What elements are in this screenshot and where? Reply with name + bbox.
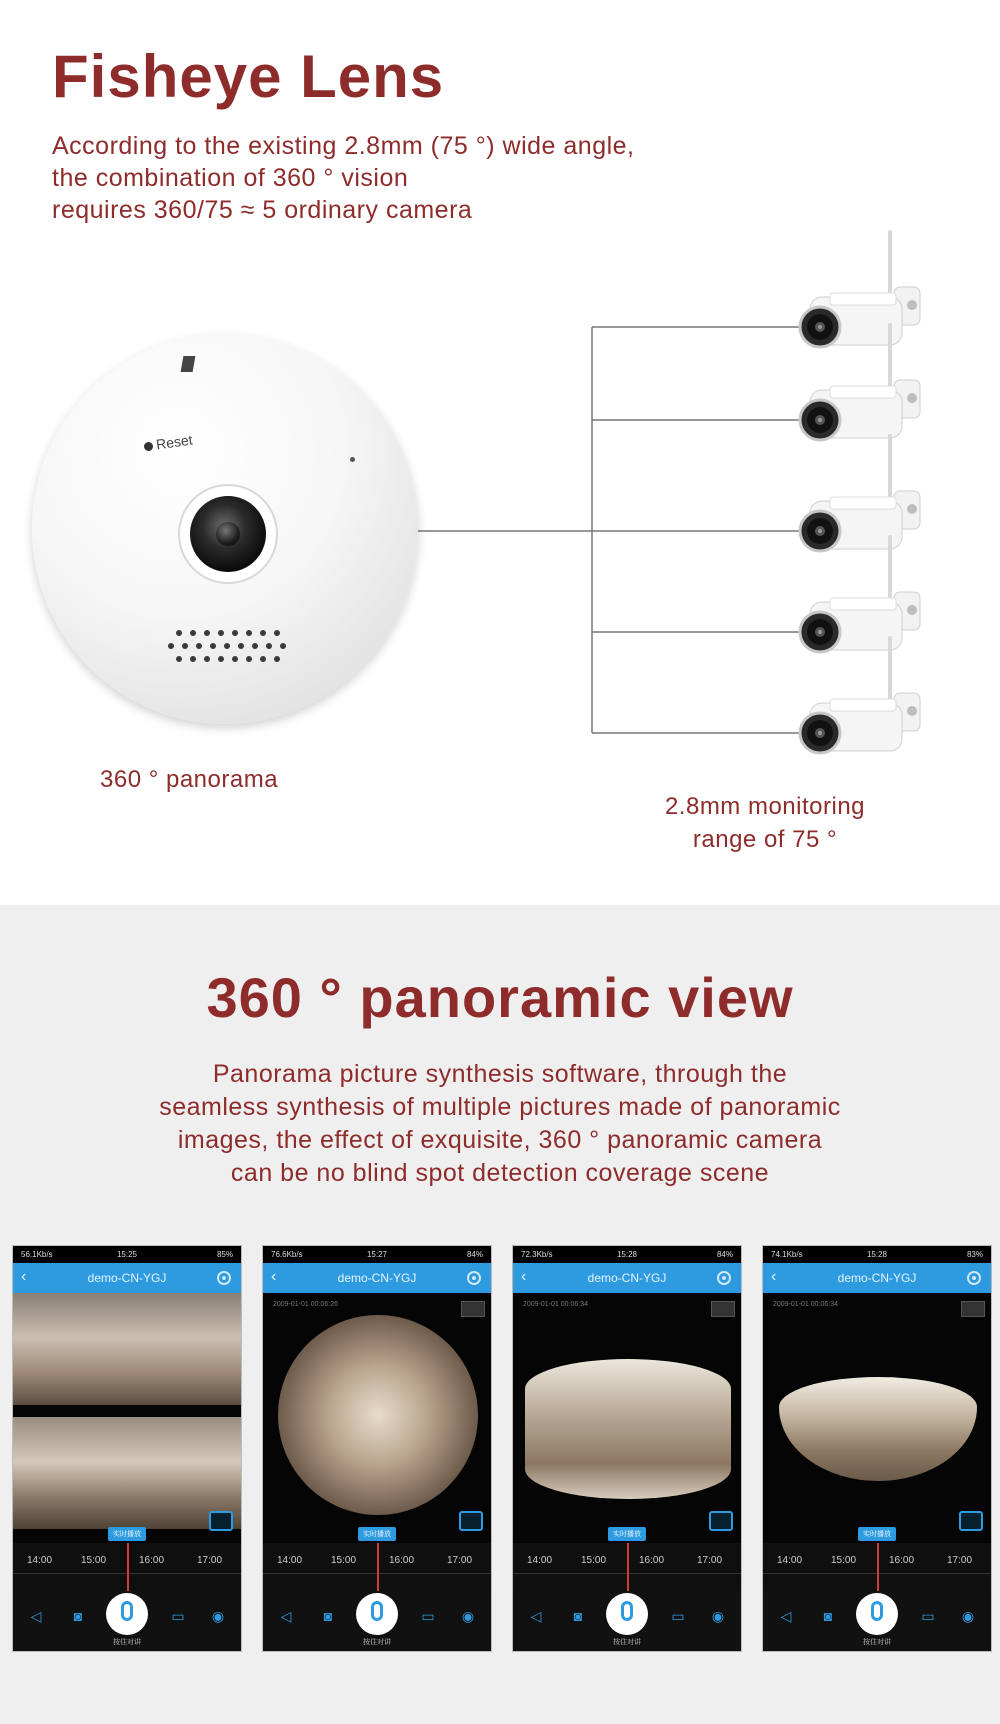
app-screenshot — [12, 1245, 242, 1652]
microphone-icon — [121, 1601, 133, 1621]
panoramic-view-section — [0, 905, 1000, 1724]
playback-timeline[interactable] — [513, 1543, 741, 1591]
panoramic-view-description — [60, 1058, 940, 1190]
description-line: the combination of 360 ° vision — [52, 164, 409, 192]
gear-icon[interactable] — [465, 1269, 483, 1287]
timeline-label: 17:00 — [447, 1555, 473, 1566]
timeline-cursor[interactable] — [627, 1543, 629, 1591]
switch-view-icon[interactable] — [959, 1511, 983, 1531]
hd-toggle-button[interactable] — [961, 1301, 985, 1317]
app-header — [13, 1263, 241, 1293]
app-screenshot — [512, 1245, 742, 1652]
bowl-view — [779, 1377, 977, 1481]
status-bar — [513, 1246, 741, 1263]
network-speed: 74.1Kb/s — [771, 1250, 803, 1259]
timeline-label: 15:00 — [831, 1555, 857, 1566]
description-line: According to the existing 2.8mm (75 °) wide angle, — [52, 132, 635, 160]
clock: 15:27 — [366, 1250, 388, 1259]
hold-to-talk-label: 按住对讲 — [113, 1639, 141, 1646]
timeline-cursor[interactable] — [127, 1543, 129, 1591]
back-arrow-icon[interactable]: ‹ — [521, 1268, 527, 1285]
live-playback-badge: 实时播放 — [108, 1527, 146, 1541]
device-title: demo-CN-YGJ — [587, 1271, 667, 1285]
app-screenshot — [762, 1245, 992, 1652]
video-icon[interactable]: ▭ — [171, 1608, 185, 1624]
timeline-label: 17:00 — [947, 1555, 973, 1566]
clock: 15:28 — [616, 1250, 638, 1259]
device-title: demo-CN-YGJ — [837, 1271, 917, 1285]
speaker-icon[interactable]: ◁ — [280, 1608, 292, 1624]
record-icon[interactable]: ◉ — [461, 1608, 475, 1624]
description-line: requires 360/75 ≈ 5 ordinary camera — [52, 196, 473, 224]
description-line: Panorama picture synthesis software, through the — [212, 1060, 788, 1088]
timeline-cursor[interactable] — [377, 1543, 379, 1591]
timeline-label: 16:00 — [639, 1555, 665, 1566]
microphone-button[interactable] — [606, 1593, 648, 1635]
description-line: images, the effect of exquisite, 360 ° panoramic camera — [177, 1126, 823, 1154]
reset-label: Reset — [155, 431, 194, 453]
app-screenshot — [262, 1245, 492, 1652]
speaker-icon[interactable]: ◁ — [30, 1608, 42, 1624]
lens-center — [216, 522, 240, 546]
camera-view[interactable] — [13, 1293, 241, 1543]
status-bar — [13, 1246, 241, 1263]
live-playback-badge: 实时播放 — [358, 1527, 396, 1541]
record-icon[interactable]: ◉ — [211, 1608, 225, 1624]
playback-timeline[interactable] — [13, 1543, 241, 1591]
microphone-button[interactable] — [856, 1593, 898, 1635]
gear-icon[interactable] — [715, 1269, 733, 1287]
microphone-button[interactable] — [356, 1593, 398, 1635]
control-bar — [263, 1591, 491, 1652]
device-title: demo-CN-YGJ — [87, 1271, 167, 1285]
gear-icon[interactable] — [215, 1269, 233, 1287]
camera-icon[interactable]: ◙ — [573, 1608, 583, 1624]
battery-level: 84% — [716, 1250, 733, 1259]
hold-to-talk-label: 按住对讲 — [363, 1639, 391, 1646]
camera-icon[interactable]: ◙ — [73, 1608, 83, 1624]
monitoring-range-caption — [600, 790, 930, 856]
panoramic-view-title: 360 ° panoramic view — [206, 966, 794, 1029]
status-bar — [263, 1246, 491, 1263]
description-line: seamless synthesis of multiple pictures made of panoramic — [159, 1093, 841, 1121]
timeline-label: 14:00 — [277, 1555, 303, 1566]
timeline-label: 14:00 — [777, 1555, 803, 1566]
video-icon[interactable]: ▭ — [921, 1608, 935, 1624]
timeline-label: 15:00 — [81, 1555, 107, 1566]
panorama-strip-top — [13, 1293, 241, 1405]
microphone-icon — [871, 1601, 883, 1621]
timestamp-overlay: 2009-01-01 00:06:26 — [273, 1301, 338, 1308]
timeline-label: 17:00 — [197, 1555, 223, 1566]
device-title: demo-CN-YGJ — [337, 1271, 417, 1285]
battery-level: 85% — [216, 1250, 233, 1259]
description-line: can be no blind spot detection coverage scene — [230, 1159, 770, 1187]
camera-icon[interactable]: ◙ — [823, 1608, 833, 1624]
app-header — [263, 1263, 491, 1293]
timeline-label: 15:00 — [581, 1555, 607, 1566]
control-bar — [13, 1591, 241, 1652]
switch-view-icon[interactable] — [459, 1511, 483, 1531]
bullet-camera-icon — [790, 320, 940, 445]
sd-card-slot — [181, 356, 196, 372]
timeline-label: 14:00 — [27, 1555, 53, 1566]
clock: 15:28 — [866, 1250, 888, 1259]
microphone-icon — [621, 1601, 633, 1621]
timeline-cursor[interactable] — [877, 1543, 879, 1591]
timeline-label: 15:00 — [331, 1555, 357, 1566]
live-playback-badge: 实时播放 — [858, 1527, 896, 1541]
hold-to-talk-label: 按住对讲 — [613, 1639, 641, 1646]
microphone-icon — [371, 1601, 383, 1621]
microphone-hole — [350, 457, 355, 462]
live-playback-badge: 实时播放 — [608, 1527, 646, 1541]
control-bar — [513, 1591, 741, 1652]
status-bar — [763, 1246, 991, 1263]
speaker-icon[interactable]: ◁ — [780, 1608, 792, 1624]
microphone-button[interactable] — [106, 1593, 148, 1635]
back-arrow-icon[interactable]: ‹ — [271, 1268, 277, 1285]
hd-toggle-button[interactable] — [461, 1301, 485, 1317]
hd-toggle-button[interactable] — [711, 1301, 735, 1317]
hold-to-talk-label: 按住对讲 — [863, 1639, 891, 1646]
panorama-strip-bottom — [13, 1417, 241, 1529]
bullet-camera-icon — [790, 633, 940, 758]
network-speed: 76.6Kb/s — [271, 1250, 303, 1259]
panorama-caption: 360 ° panorama — [100, 766, 279, 793]
camera-view[interactable] — [763, 1293, 991, 1543]
gear-icon[interactable] — [965, 1269, 983, 1287]
timeline-label: 16:00 — [389, 1555, 415, 1566]
record-icon[interactable]: ◉ — [711, 1608, 725, 1624]
timestamp-overlay: 2009-01-01 00:06:34 — [523, 1301, 588, 1308]
timeline-label: 16:00 — [889, 1555, 915, 1566]
switch-view-icon[interactable] — [709, 1511, 733, 1531]
camera-icon[interactable]: ◙ — [323, 1608, 333, 1624]
switch-view-icon[interactable] — [209, 1511, 233, 1531]
control-bar — [763, 1591, 991, 1652]
caption-line: range of 75 ° — [692, 826, 838, 853]
network-speed: 72.3Kb/s — [521, 1250, 553, 1259]
record-icon[interactable]: ◉ — [961, 1608, 975, 1624]
app-header — [513, 1263, 741, 1293]
camera-view[interactable] — [263, 1293, 491, 1543]
back-arrow-icon[interactable]: ‹ — [21, 1268, 27, 1285]
battery-level: 83% — [966, 1250, 983, 1259]
playback-timeline[interactable] — [763, 1543, 991, 1591]
playback-timeline[interactable] — [263, 1543, 491, 1591]
camera-view[interactable] — [513, 1293, 741, 1543]
timeline-label: 17:00 — [697, 1555, 723, 1566]
app-header — [763, 1263, 991, 1293]
fisheye-view — [278, 1315, 478, 1515]
video-icon[interactable]: ▭ — [421, 1608, 435, 1624]
fisheye-lens-title: Fisheye Lens — [52, 43, 445, 110]
battery-level: 84% — [466, 1250, 483, 1259]
timeline-label: 16:00 — [139, 1555, 165, 1566]
clock: 15:25 — [116, 1250, 138, 1259]
speaker-icon[interactable]: ◁ — [530, 1608, 542, 1624]
caption-line: 2.8mm monitoring — [664, 793, 866, 820]
reset-button-dot — [144, 442, 153, 451]
video-icon[interactable]: ▭ — [671, 1608, 685, 1624]
network-speed: 56.1Kb/s — [21, 1250, 53, 1259]
fisheye-bulb-camera — [32, 334, 418, 724]
cylinder-view — [525, 1359, 731, 1499]
back-arrow-icon[interactable]: ‹ — [771, 1268, 777, 1285]
timeline-label: 14:00 — [527, 1555, 553, 1566]
timestamp-overlay: 2009-01-01 00:06:34 — [773, 1301, 838, 1308]
speaker-grille — [164, 624, 294, 668]
